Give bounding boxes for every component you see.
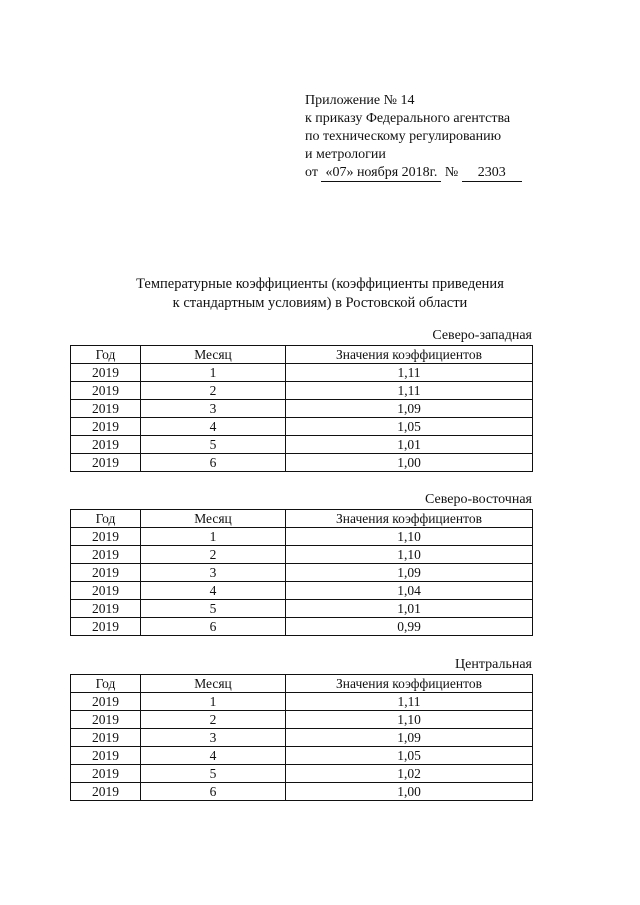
cell-year: 2019 [71,454,141,472]
appendix-order-ref: к приказу Федерального агентства [305,111,511,126]
table-row [71,711,533,729]
cell-year: 2019 [71,564,141,582]
cell-year: 2019 [71,729,141,747]
cell-month: 2 [141,546,286,564]
cell-value: 1,10 [286,711,533,729]
appendix-agency-line-2: и метрологии [305,147,386,162]
header-value: Значения коэффициентов [286,675,533,693]
cell-month: 6 [141,618,286,636]
cell-month: 2 [141,711,286,729]
coefficients-table-northeast [70,509,533,636]
cell-month: 1 [141,528,286,546]
table-row [71,528,533,546]
cell-value: 1,00 [286,454,533,472]
table-row [71,600,533,618]
header-month: Месяц [141,675,286,693]
cell-month: 6 [141,454,286,472]
cell-value: 1,09 [286,729,533,747]
table-row [71,400,533,418]
number-sign: № [444,165,459,180]
cell-month: 5 [141,600,286,618]
coefficients-table-central [70,674,533,801]
table-row [71,454,533,472]
cell-month: 4 [141,582,286,600]
header-month: Месяц [141,510,286,528]
table-row [71,582,533,600]
cell-month: 6 [141,783,286,801]
cell-value: 1,05 [286,418,533,436]
table-row [71,618,533,636]
document-title [0,275,640,313]
cell-month: 3 [141,729,286,747]
order-date: «07» ноября 2018г. [321,165,441,182]
table-row [71,436,533,454]
table-row [71,546,533,564]
cell-year: 2019 [71,711,141,729]
cell-year: 2019 [71,364,141,382]
title-line-1: Температурные коэффициенты (коэффициенты приведения [136,276,504,292]
table-row [71,564,533,582]
header-year: Год [71,510,141,528]
header-month: Месяц [141,346,286,364]
cell-value: 1,04 [286,582,533,600]
table-row [71,729,533,747]
order-number: 2303 [462,165,522,182]
cell-value: 1,09 [286,400,533,418]
table-header-row [71,346,533,364]
order-date-line [305,164,522,182]
cell-year: 2019 [71,546,141,564]
header-year: Год [71,346,141,364]
cell-month: 5 [141,436,286,454]
appendix-agency-line: по техническому регулированию [305,129,502,144]
cell-value: 1,10 [286,528,533,546]
cell-value: 1,10 [286,546,533,564]
cell-month: 2 [141,382,286,400]
appendix-number: Приложение № 14 [305,93,415,108]
cell-year: 2019 [71,582,141,600]
cell-month: 5 [141,765,286,783]
cell-year: 2019 [71,693,141,711]
cell-month: 1 [141,693,286,711]
title-line-2: к стандартным условиям) в Ростовской области [172,295,468,311]
cell-year: 2019 [71,382,141,400]
from-label: от [305,165,318,180]
cell-year: 2019 [71,600,141,618]
table-header-row [71,675,533,693]
cell-value: 1,00 [286,783,533,801]
zone-label-northeast: Северо-восточная [425,492,532,507]
cell-value: 1,01 [286,436,533,454]
cell-year: 2019 [71,400,141,418]
cell-value: 1,02 [286,765,533,783]
table-row [71,382,533,400]
cell-month: 3 [141,564,286,582]
cell-month: 4 [141,747,286,765]
cell-month: 4 [141,418,286,436]
cell-month: 1 [141,364,286,382]
cell-year: 2019 [71,528,141,546]
cell-value: 0,99 [286,618,533,636]
cell-month: 3 [141,400,286,418]
header-value: Значения коэффициентов [286,510,533,528]
cell-value: 1,11 [286,382,533,400]
table-row [71,418,533,436]
cell-year: 2019 [71,783,141,801]
cell-value: 1,11 [286,364,533,382]
cell-year: 2019 [71,618,141,636]
header-value: Значения коэффициентов [286,346,533,364]
cell-value: 1,11 [286,693,533,711]
table-row [71,747,533,765]
cell-value: 1,05 [286,747,533,765]
cell-year: 2019 [71,747,141,765]
cell-value: 1,01 [286,600,533,618]
appendix-header [305,92,522,182]
cell-value: 1,09 [286,564,533,582]
coefficients-table-northwest [70,345,533,472]
header-year: Год [71,675,141,693]
table-row [71,364,533,382]
table-row [71,783,533,801]
cell-year: 2019 [71,418,141,436]
zone-label-central: Центральная [455,657,532,672]
table-row [71,693,533,711]
zone-label-northwest: Северо-западная [432,328,532,343]
table-row [71,765,533,783]
cell-year: 2019 [71,436,141,454]
cell-year: 2019 [71,765,141,783]
table-header-row [71,510,533,528]
